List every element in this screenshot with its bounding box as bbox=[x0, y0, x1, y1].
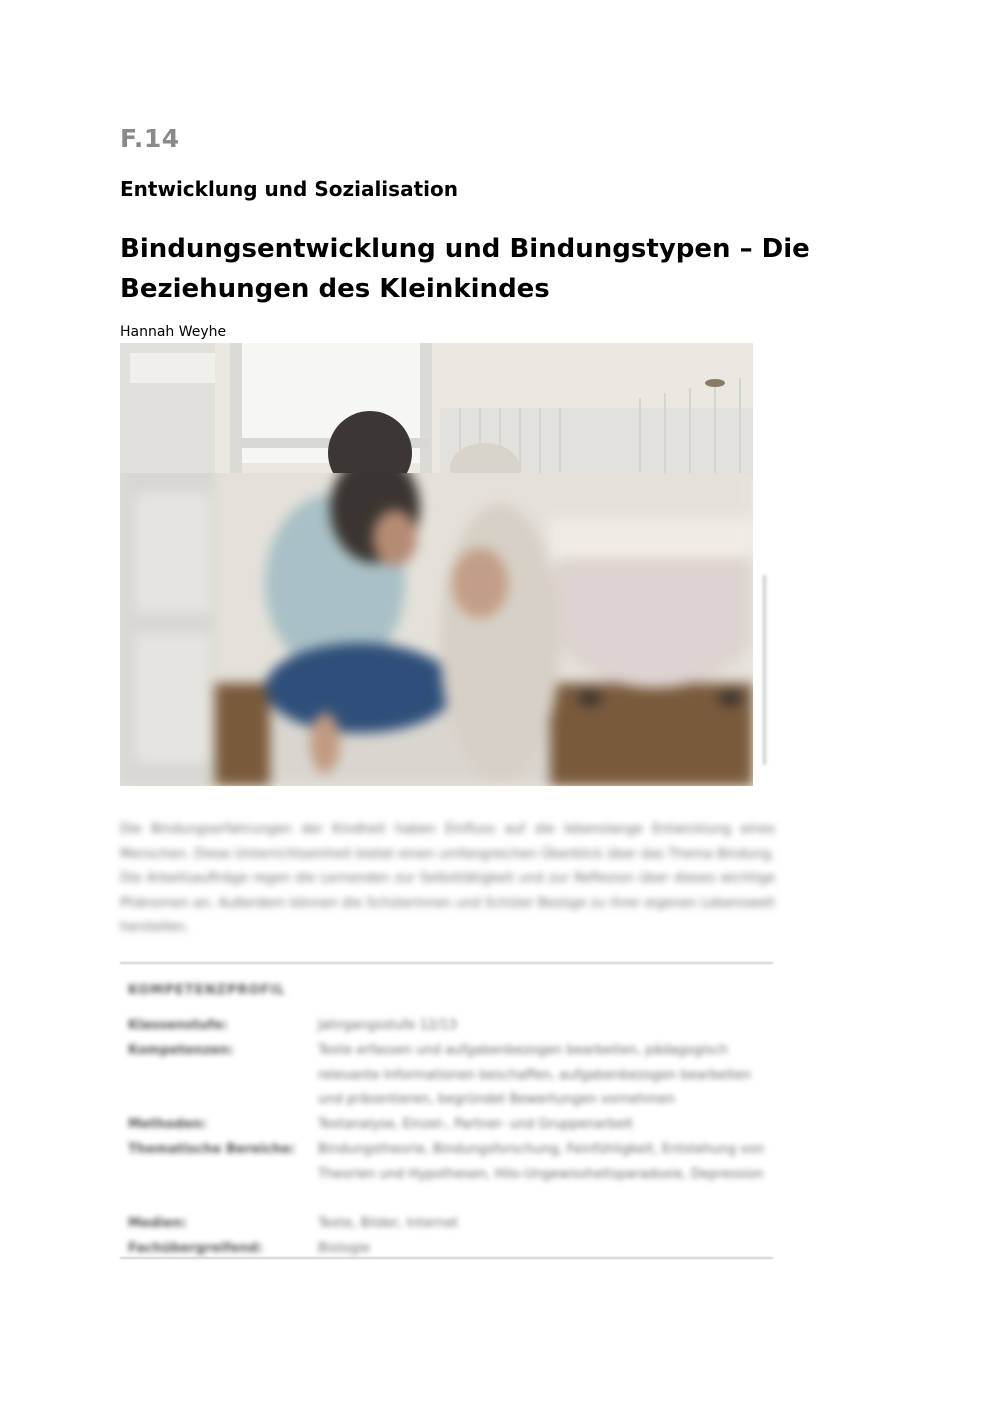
document-title: Bindungsentwicklung und Bindungstypen – Die Beziehungen des Kleinkindes bbox=[120, 234, 810, 304]
unit-code: F.14 bbox=[120, 124, 180, 153]
profile-row bbox=[128, 1212, 773, 1237]
cover-photo bbox=[120, 343, 753, 786]
profile-row-key: Fachübergreifend: bbox=[128, 1241, 263, 1256]
profile-row bbox=[128, 1039, 773, 1113]
profile-row-key: Klassenstufe: bbox=[128, 1018, 228, 1033]
profile-row-key: Methoden: bbox=[128, 1117, 207, 1132]
section-title: Entwicklung und Sozialisation bbox=[120, 177, 458, 201]
profile-row-value: Biologie bbox=[318, 1241, 370, 1256]
author-name: Hannah Weyhe bbox=[120, 324, 227, 340]
profile-row bbox=[128, 1138, 773, 1212]
profile-row-value: Texte, Bilder, Internet bbox=[318, 1216, 459, 1231]
profile-row-value: Textanalyse, Einzel-, Partner- und Gruppenarbeit bbox=[318, 1117, 634, 1132]
profile-row-value: Jahrgangsstufe 12/13 bbox=[318, 1018, 457, 1033]
profile-row-key: Medien: bbox=[128, 1216, 187, 1231]
intro-paragraph: Die Bindungserfahrungen der Kindheit haben Einfluss auf die lebenslange Entwicklung eines Menschen. Diese Unterrichtseinheit bietet einen umfangreichen Überblick über das Thema Bindung. Die Arbeitsaufträge regen die Lernenden zur Selbsttätigkeit und zur Reflexion über dieses wichtige Phänomen an. Außerdem können die Schülerinnen und Schüler Bezüge zu ihrer eigenen Lebenswelt herstellen. bbox=[120, 822, 775, 935]
profile-divider-top bbox=[120, 962, 773, 964]
profile-row-value: Bindungstheorie, Bindungsforschung, Feinfühligkeit, Entstehung von Theorien und Hypothesen, Hilo-Ungewissheitsparadoxie, Depression bbox=[318, 1142, 765, 1182]
profile-row bbox=[128, 1014, 773, 1039]
profile-divider-bottom bbox=[120, 1257, 773, 1259]
profile-row-key: Thematische Bereiche: bbox=[128, 1142, 296, 1157]
photo-credit bbox=[760, 575, 770, 765]
profile-row-value: Texte erfassen und aufgabenbezogen bearbeiten, pädagogisch relevante Informationen beschaffen, aufgabenbezogen bearbeiten und präsentieren, begründet Bewertungen vornehmen bbox=[318, 1043, 752, 1107]
profile-row bbox=[128, 1113, 773, 1138]
profile-heading: KOMPETENZPROFIL bbox=[128, 983, 286, 998]
profile-row-key: Kompetenzen: bbox=[128, 1043, 234, 1058]
